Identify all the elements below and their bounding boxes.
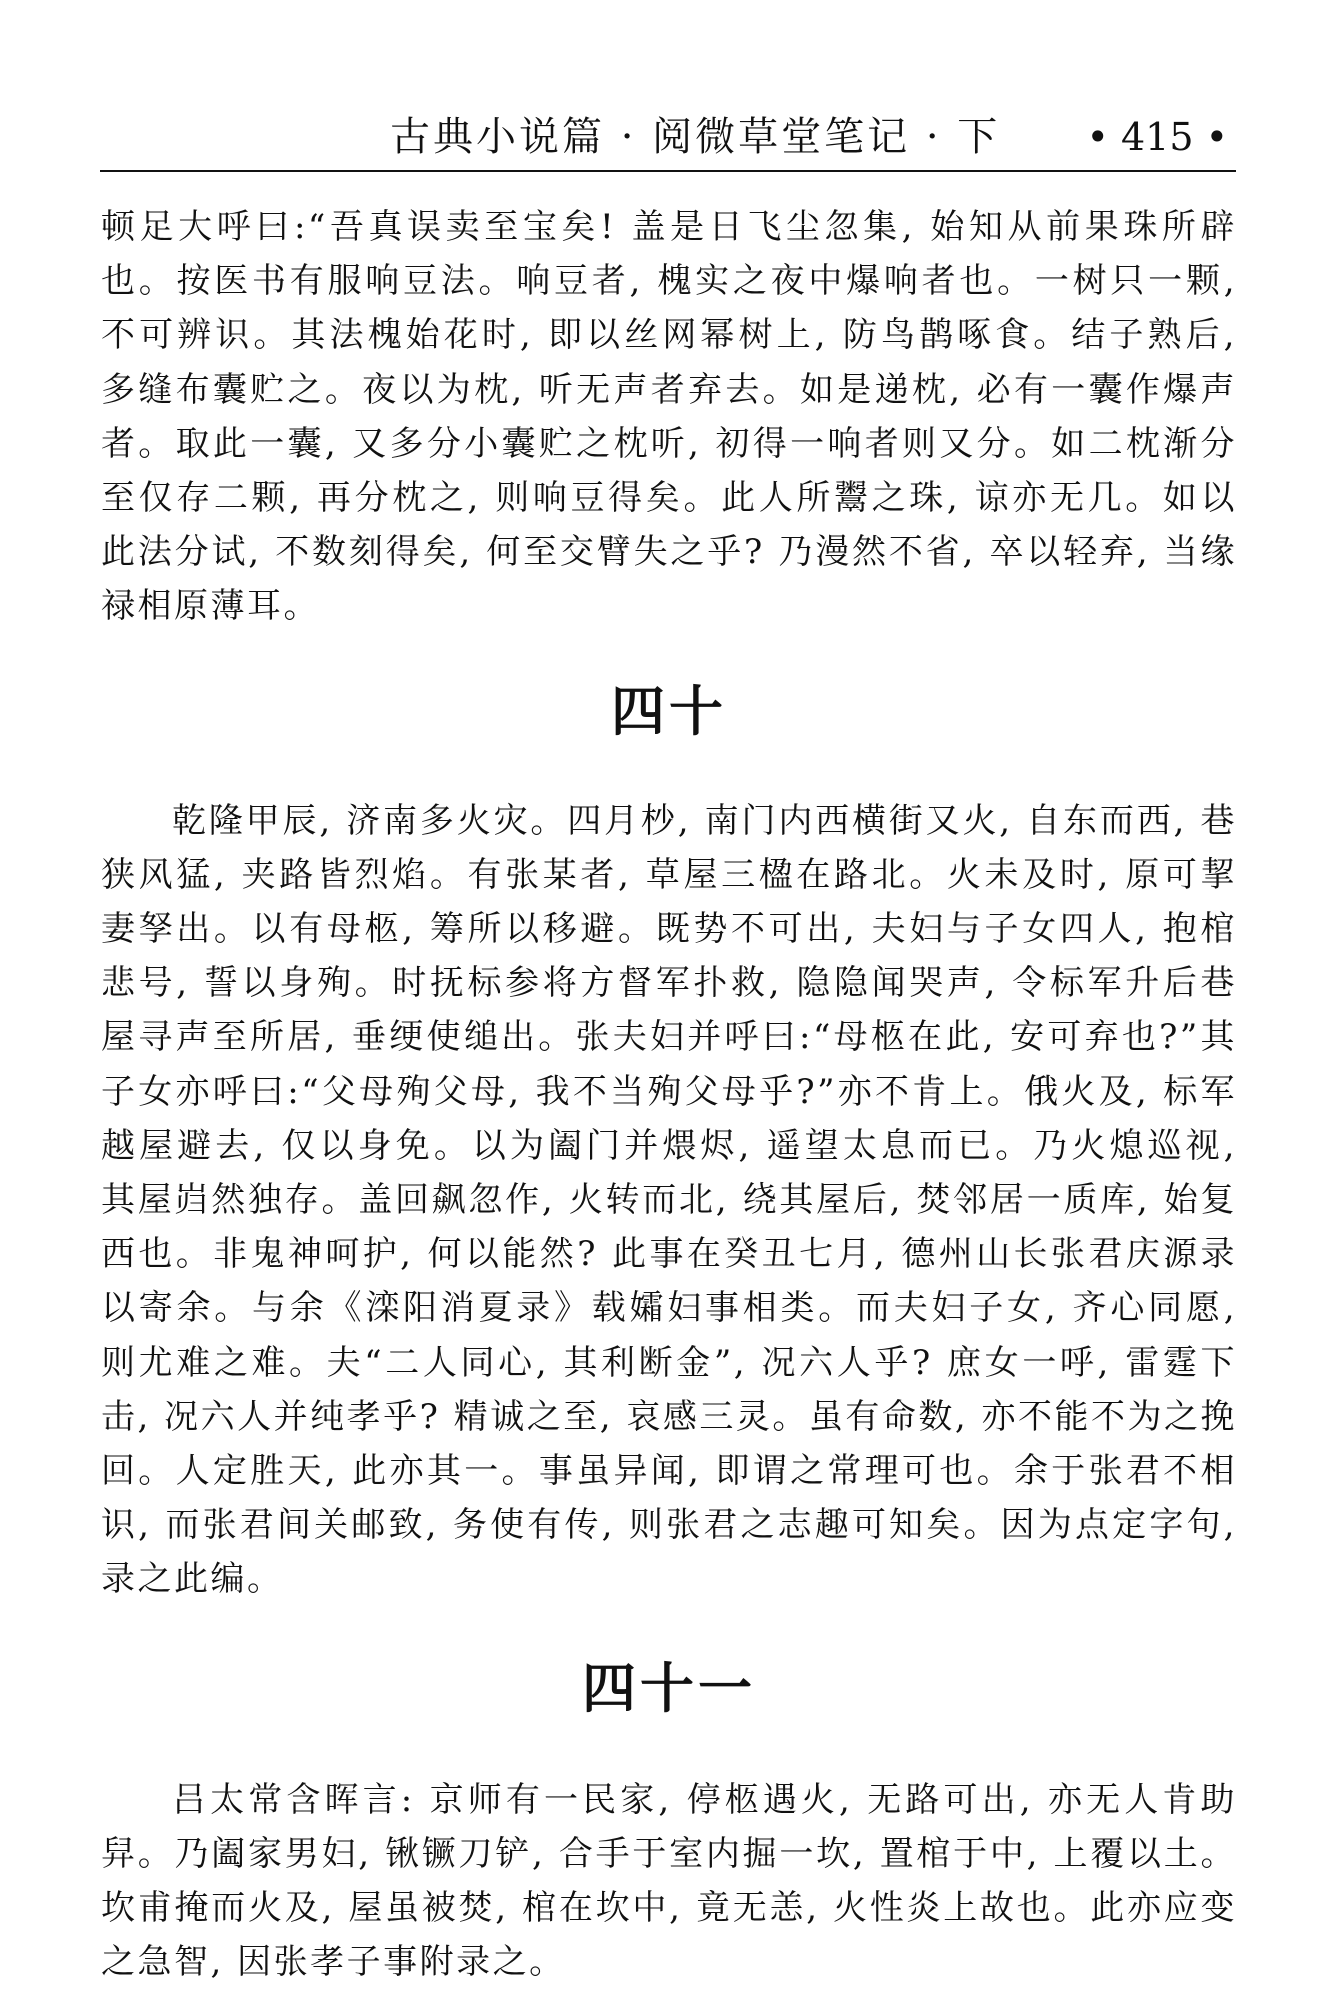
paragraph-section-41: 吕太常含晖言: 京师有一民家, 停柩遇火, 无路可出, 亦无人肯助舁。乃阖家男妇, 锹镢刀铲, 合手于室内掘一坎, 置棺于中, 上覆以土。坎甫掩而火及, 屋虽被焚, 棺在坎中, 竟无恙, 火性炎上故也。此亦应变之急智, 因张孝子事附录之。 [101, 1779, 1237, 1983]
page-number: • 415 • [1086, 115, 1228, 159]
section-heading-40: 四十 [611, 678, 727, 743]
paragraph-section-40: 乾隆甲辰, 济南多火灾。四月杪, 南门内西横街又火, 自东而西, 巷狭风猛, 夹路皆烈焰。有张某者, 草屋三楹在路北。火未及时, 原可挈妻孥出。以有母柩, 筹所以移避。既势不可出, 夫妇与子女四人, 抱棺悲号, 誓以身殉。时抚标参将方督军扑救, 隐隐闻哭声, 令标军升后巷屋寻声至所居, 垂绠使缒出。张夫妇并呼曰:“母柩在此, 安可弃也?”其子女亦呼曰:“父母殉父母, 我不当殉父母乎?”亦不肯上。俄火及, 标军越屋避去, 仅以身免。以为阖门并煨烬, 遥望太息而已。乃火熄巡视, 其屋岿然独存。盖回飙忽作, 火转而北, 绕其屋后, 焚邻居一质库, 始复西也。非鬼神呵护, 何以能然? 此事在癸丑七月, 德州山长张君庆源录以寄余。与余《滦阳消夏录》载孀妇事相类。而夫妇子女, 齐心同愿, 则尤难之难。夫“二人同心, 其利断金”, 况六人乎? 庶女一呼, 雷霆下击, 况六人并纯孝乎? 精诚之至, 哀感三灵。虽有命数, 亦不能不为之挽回。人定胜天, 此亦其一。事虽异闻, 即谓之常理可也。余于张君不相识, 而张君间关邮致, 务使有传, 则张君之志趣可知矣。因为点定字句, 录之此编。 [101, 800, 1237, 1600]
paragraph-continued: 顿足大呼曰:“吾真误卖至宝矣! 盖是日飞尘忽集, 始知从前果珠所辟也。按医书有服响豆法。响豆者, 槐实之夜中爆响者也。一树只一颗, 不可辨识。其法槐始花时, 即以丝网幂树上, 防鸟鹊啄食。结子熟后, 多缝布囊贮之。夜以为枕, 听无声者弃去。如是递枕, 必有一囊作爆声者。取此一囊, 又多分小囊贮之枕听, 初得一响者则又分。如二枕渐分至仅存二颗, 再分枕之, 则响豆得矣。此人所鬻之珠, 谅亦无几。如以此法分试, 不数刻得矣, 何至交臂失之乎? 乃漫然不省, 卒以轻弃, 当缘禄相原薄耳。 [101, 207, 1237, 627]
section-heading-41: 四十一 [582, 1655, 756, 1720]
header-title: 古典小说篇 · 阅微草堂笔记 · 下 [390, 114, 1001, 160]
running-header [100, 106, 1236, 168]
page-body [101, 200, 1237, 1989]
header-rule [100, 170, 1236, 172]
